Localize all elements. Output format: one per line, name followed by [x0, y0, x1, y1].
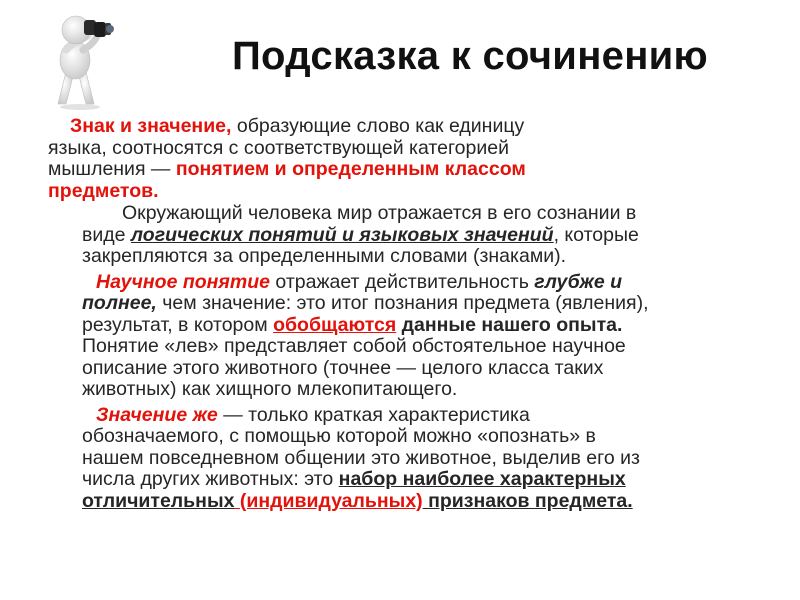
term-generalized: обобщаются — [273, 313, 397, 336]
paragraph-meaning: Значение же — только краткая характеристика обозначаемого, с помощью которой можно «опознать» в нашем повседневном общении это животное, выделив его из числа других животных: это набор наиболее характерных отличительных (индивидуальных) признаков предмета. — [82, 403, 640, 512]
page-title: Подсказка к сочинению — [231, 34, 709, 78]
paragraph-scientific-concept: Научное понятие отражает действительность глубже и полнее, чем значение: это итог познания предмета (явления), результат, в котором обобщаются данные нашего опыта. Понятие «лев» представляет собой обстоятельное научное описание этого животного (точнее — целого класса таких животных) как хищного млекопитающего. — [82, 270, 649, 400]
paragraph-world-reflection: Окружающий человека мир отражается в его сознании в виде логических понятий и языковых значений, которые закрепляются за определенными словами (знаками). — [82, 202, 639, 267]
term-set-of-features: набор наиболее характерных — [338, 468, 626, 490]
term-concept-and-class: понятием и определенным классом — [175, 158, 526, 180]
term-logical-concepts: логических понятий и языковых значений — [130, 223, 554, 246]
paragraph-sign-and-meaning: Знак и значение, образующие слово как единицу языка, соотносятся с соответствующей категорией мышления — понятием и определенным классом предметов. — [48, 115, 526, 202]
figure-with-binoculars-icon — [28, 10, 138, 110]
term-meaning: Значение же — [96, 403, 218, 426]
term-scientific-concept: Научное понятие — [96, 270, 271, 293]
essay-hint-text — [48, 116, 768, 512]
term-sign-and-meaning: Знак и значение, — [70, 115, 232, 137]
